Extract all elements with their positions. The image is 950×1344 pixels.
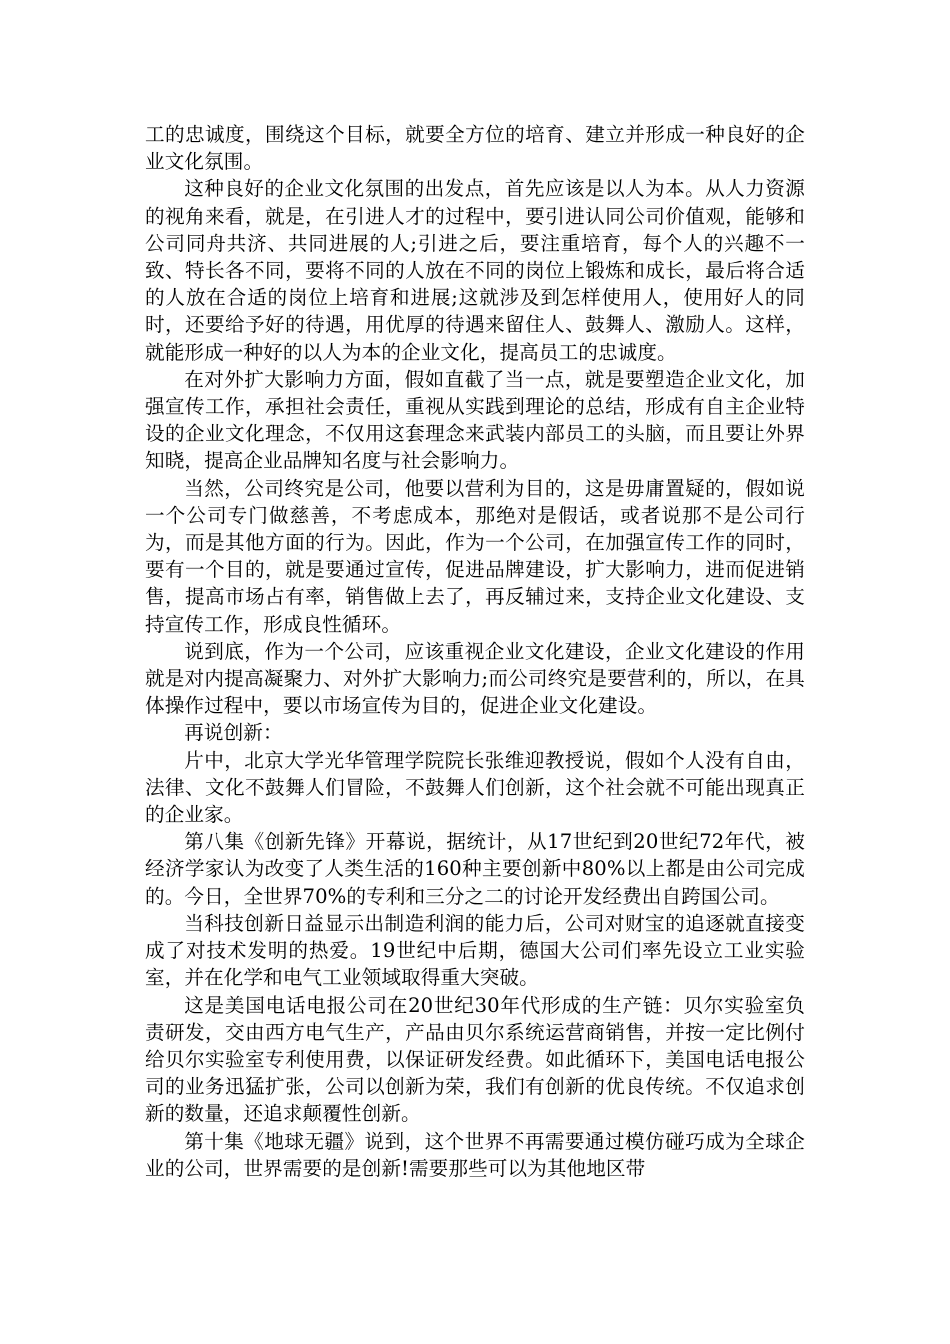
paragraph-6: 再说创新： [184,721,283,745]
paragraph-11: 第十集《地球无疆》说到，这个世界不再需要通过模仿碰巧成为全球企业的公司，世界需要的是创新!需要那些可以为其他地区带 [145,1129,805,1180]
paragraph-5: 说到底，作为一个公司，应该重视企业文化建设，企业文化建设的作用就是对内提高凝聚力、对外扩大影响力;而公司终究是要营利的，所以，在具体操作过程中，要以市场宣传为目的，促进企业文化建设。 [145,639,805,718]
paragraph-3: 在对外扩大影响力方面，假如直截了当一点，就是要塑造企业文化，加强宣传工作，承担社会责任，重视从实践到理论的总结，形成有自主企业特设的企业文化理念，不仅用这套理念来武装内部员工的头脑，而且要让外界知晓，提高企业品牌知名度与社会影响力。 [145,367,805,473]
paragraph-9: 当科技创新日益显示出制造利润的能力后，公司对财宝的追逐就直接变成了对技术发明的热爱。19世纪中后期，德国大公司们率先设立工业实验室，并在化学和电气工业领域取得重大突破。 [145,911,805,990]
paragraph-10: 这是美国电话电报公司在20世纪30年代形成的生产链：贝尔实验室负责研发，交由西方电气生产，产品由贝尔系统运营商销售，并按一定比例付给贝尔实验室专利使用费，以保证研发经费。如此循环下，美国电话电报公司的业务迅猛扩张，公司以创新为荣，我们有创新的优良传统。不仅追求创新的数量，还追求颠覆性创新。 [145,993,805,1126]
paragraph-8: 第八集《创新先锋》开幕说，据统计，从17世纪到20世纪72年代，被经济学家认为改变了人类生活的160种主要创新中80%以上都是由公司完成的。今日，全世界70%的专利和三分之二的讨论开发经费出自跨国公司。 [145,830,805,908]
paragraph-2: 这种良好的企业文化氛围的出发点，首先应该是以人为本。从人力资源的视角来看，就是，在引进人才的过程中，要引进认同公司价值观，能够和公司同舟共济、共同进展的人;引进之后，要注重培育，每个人的兴趣不一致、特长各不同，要将不同的人放在不同的岗位上锻炼和成长，最后将合适的人放在合适的岗位上培育和进展;这就涉及到怎样使用人，使用好人的同时，还要给予好的待遇，用优厚的待遇来留住人、鼓舞人、激励人。这样，就能形成一种好的以人为本的企业文化，提高员工的忠诚度。 [145,177,805,364]
document-page [145,121,805,1182]
paragraph-1: 工的忠诚度，围绕这个目标，就要全方位的培育、建立并形成一种良好的企业文化氛围。 [145,123,805,174]
paragraph-4: 当然，公司终究是公司，他要以营利为目的，这是毋庸置疑的，假如说一个公司专门做慈善，不考虑成本，那绝对是假话，或者说那不是公司行为，而是其他方面的行为。因此，作为一个公司，在加强宣传工作的同时，要有一个目的，就是要通过宣传，促进品牌建设，扩大影响力，进而促进销售，提高市场占有率，销售做上去了，再反辅过来，支持企业文化建设、支持宣传工作，形成良性循环。 [145,476,805,636]
paragraph-7: 片中，北京大学光华管理学院院长张维迎教授说，假如个人没有自由，法律、文化不鼓舞人们冒险，不鼓舞人们创新，这个社会就不可能出现真正的企业家。 [145,748,805,827]
